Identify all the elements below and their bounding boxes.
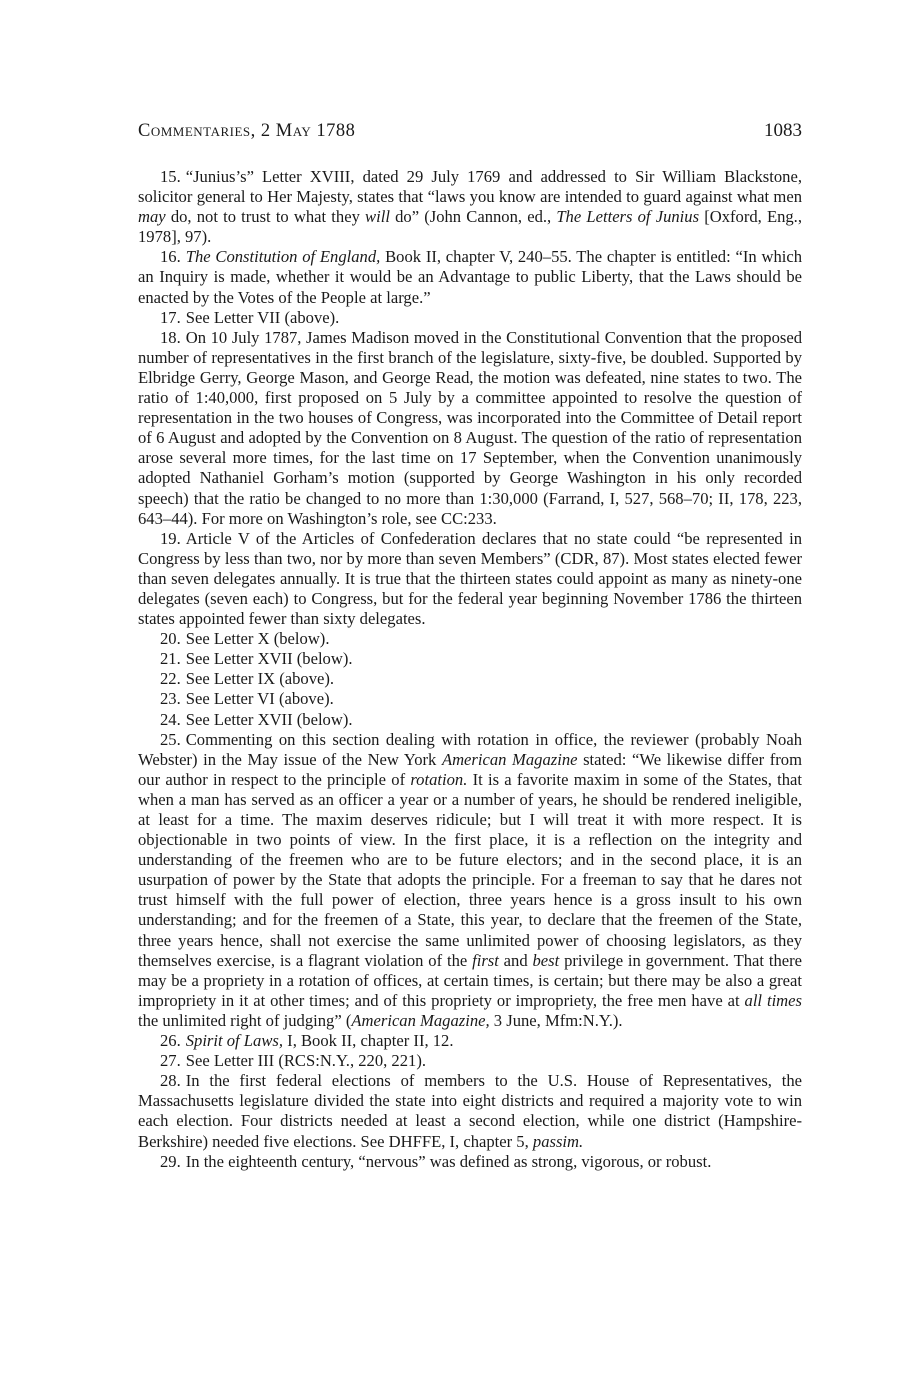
endnote [138, 1071, 802, 1151]
endnote [138, 328, 802, 529]
endnote-text: See Letter III (RCS:N.Y., 220, 221). [185, 1051, 426, 1071]
endnote-text: do” (John Cannon, ed., [389, 207, 557, 227]
endnote-italic-text: rotation. [410, 769, 468, 789]
document-page [138, 120, 802, 1172]
endnote-text: In the eighteenth century, “nervous” was defined as strong, vigorous, or robust. [185, 1151, 712, 1171]
endnote-text: See Letter IX (above). [185, 669, 335, 689]
endnote-text: See Letter XVII (below). [185, 709, 353, 729]
endnote-italic-text: American Magazine [441, 749, 578, 769]
endnote-italic-text: first [472, 950, 499, 970]
endnote-italic-text: The Letters of Junius [556, 207, 700, 227]
endnote-text: See Letter X (below). [185, 629, 330, 649]
endnote-number: 24. [160, 709, 181, 729]
endnote-number: 29. [160, 1151, 181, 1171]
endnote-number: 22. [160, 669, 181, 689]
endnote-italic-text: Spirit of Laws, [185, 1031, 284, 1051]
endnote-text: privilege in government. That there may be a propriety in a rotation of offices, at certain times, is certain; but there may be also a great impropriety in it at other times; and of this propriety or impropriety, the free men have at [138, 950, 803, 1010]
endnote-number: 27. [160, 1051, 181, 1071]
endnote [138, 1031, 802, 1051]
endnote [138, 689, 802, 709]
endnote-text: Commenting on this section dealing with rotation in office, the reviewer (probably Noah Webster) in the May issue of the New York [138, 729, 802, 769]
endnote [138, 167, 802, 247]
endnote-text: stated: “We likewise differ from our author in respect to the principle of [138, 749, 802, 789]
endnote-text: It is a favorite maxim in some of the States, that when a man has served as an officer a year or a number of years, he should be rendered ineligible, at least for a time. The maxim deserves ridicule; but I will treat it with more respect. It is objectionable in two points of view. In the first place, it is a reflection on the integrity and understanding of the freemen who are to be future electors; and in the second place, it is an usurpation of power by the State that adopts the principle. For a freeman to say that he dares not trust himself with the full power of election, three years hence is a gross insult to his own understanding; and for the freemen of a State, this year, to declare that the freemen of the State, three years hence, shall not exercise the same unlimited power of choosing legislators, as they themselves exercise, is a flagrant violation of the [138, 769, 802, 970]
endnote-text: In the first federal elections of members to the U.S. House of Representatives, the Massachusetts legislature divided the state into eight districts and required a majority vote to win each election. Four districts needed at least a second election, while one district (Hampshire-Berkshire) needed five elections. See DHFFE, I, chapter 5, [138, 1071, 802, 1151]
endnotes-list [138, 167, 802, 1172]
endnote-number: 25. [160, 729, 181, 749]
endnote [138, 669, 802, 689]
endnote [138, 247, 802, 307]
endnote-number: 16. [160, 247, 181, 267]
endnote-italic-text: all times [744, 990, 802, 1010]
endnote-italic-text: best [532, 950, 560, 970]
endnote-italic-text: American Magazine, [351, 1010, 490, 1030]
endnote [138, 710, 802, 730]
endnote-number: 28. [160, 1071, 181, 1091]
endnote-text: Book II, chapter V, 240–55. The chapter is entitled: “In which an Inquiry is made, whether it would be an Advantage to public Liberty, that the Laws should be enacted by the Votes of the People at large.” [138, 247, 803, 307]
endnote-number: 17. [160, 307, 181, 327]
endnote-text: Article V of the Articles of Confederation declares that no state could “be represented in Congress by less than two, nor by more than seven Members” (CDR, 87). Most states elected fewer than seven delegates annually. It is true that the thirteen states could appoint as many as ninety-one delegates (seven each) to Congress, but for the federal year beginning November 1786 the thirteen states appointed fewer than sixty delegates. [138, 528, 802, 629]
endnote-number: 21. [160, 649, 181, 669]
endnote-text: [Oxford, Eng., 1978], 97). [138, 207, 802, 247]
endnote [138, 629, 802, 649]
endnote-number: 18. [160, 327, 181, 347]
endnote [138, 649, 802, 669]
endnote-text: the unlimited right of judging” ( [138, 1010, 352, 1030]
endnote-text: do, not to trust to what they [165, 207, 366, 227]
endnote [138, 529, 802, 629]
endnote-text: I, Book II, chapter II, 12. [283, 1031, 454, 1051]
page-number: 1083 [764, 120, 802, 141]
endnote-text: See Letter VI (above). [185, 689, 334, 709]
running-header [138, 120, 802, 142]
endnote-text: See Letter XVII (below). [185, 649, 353, 669]
endnote-text: On 10 July 1787, James Madison moved in the Constitutional Convention that the proposed number of representatives in the first branch of the legislature, sixty-five, be doubled. Supported by Elbridge Gerry, George Mason, and George Read, the motion was defeated, nine states to two. The ratio of 1:40,000, first proposed on 5 July by a committee appointed to resolve the question of representation in the two houses of Congress, was incorporated into the Committee of Detail report of 6 August and adopted by the Convention on 8 August. The question of the ratio of representation arose several more times, for the last time on 17 September, when the Convention unanimously adopted Nathaniel Gorham’s motion (supported by George Washington in his only recorded speech) that the ratio be changed to no more than 1:30,000 (Farrand, I, 527, 568–70; II, 178, 223, 643–44). For more on Washington’s role, see CC:233. [138, 327, 802, 528]
endnote-number: 20. [160, 629, 181, 649]
endnote-text: See Letter VII (above). [185, 307, 340, 327]
endnote [138, 730, 802, 1031]
endnote-italic-text: may [138, 207, 166, 227]
endnote-text: 3 June, Mfm:N.Y.). [489, 1010, 623, 1030]
endnote-number: 23. [160, 689, 181, 709]
endnote [138, 308, 802, 328]
endnote-number: 26. [160, 1031, 181, 1051]
endnote [138, 1152, 802, 1172]
endnote [138, 1051, 802, 1071]
endnote-italic-text: passim. [532, 1131, 584, 1151]
endnote-number: 19. [160, 528, 181, 548]
endnote-number: 15. [160, 167, 181, 186]
endnote-text: and [498, 950, 533, 970]
endnote-italic-text: will [365, 207, 390, 227]
running-title: Commentaries, 2 May 1788 [138, 121, 356, 141]
endnote-text: “Junius’s” Letter XVIII, dated 29 July 1769 and addressed to Sir William Blackstone, solicitor general to Her Majesty, states that “laws you know are intended to guard against what men [138, 167, 802, 207]
endnote-italic-text: The Constitution of England, [185, 247, 381, 267]
